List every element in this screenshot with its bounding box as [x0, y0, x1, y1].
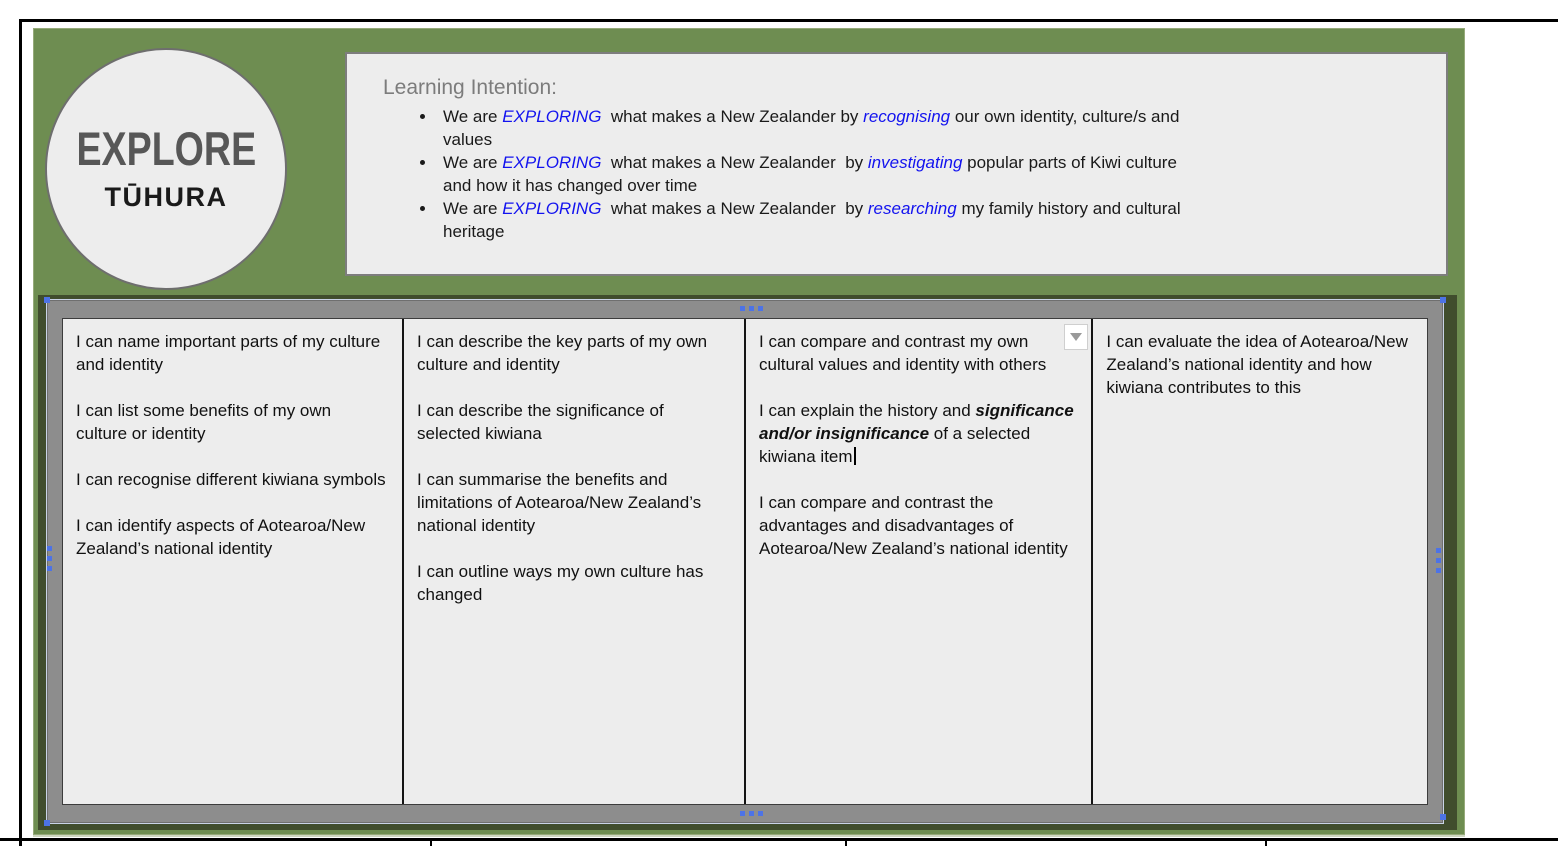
text-run: investigating — [867, 153, 963, 172]
learning-intention-bullet — [437, 197, 1197, 243]
cell-dropdown-button[interactable] — [1064, 324, 1088, 350]
text-run: I can describe the significance of selected kiwiana — [417, 401, 669, 443]
text-run: I can compare and contrast my own cultural values and identity with others — [759, 332, 1047, 374]
text-run: EXPLORING — [502, 107, 602, 126]
resize-handle-bottom-left[interactable] — [44, 820, 50, 826]
text-run: I can explain the history and — [759, 401, 976, 420]
text-run: significance and/or insignificance — [759, 401, 1079, 443]
table-cell-2[interactable] — [402, 319, 744, 804]
learning-intention-bullet — [437, 105, 1197, 151]
table-cell-1[interactable] — [63, 319, 402, 804]
learning-intention-bullet — [437, 151, 1197, 197]
badge-subtitle: TŪHURA — [104, 182, 228, 212]
text-run: I can describe the key parts of my own culture and identity — [417, 332, 712, 374]
text-run: popular parts of Kiwi culture and how it has changed over time — [443, 153, 1182, 195]
text-run: my family history and cultural heritage — [443, 199, 1186, 241]
can-statement — [76, 399, 386, 445]
resize-handle-top-left[interactable] — [44, 297, 50, 303]
doc-column-tick — [1265, 841, 1267, 846]
text-run: I can list some benefits of my own culture or identity — [76, 401, 336, 443]
text-run: what makes a New Zealander by — [601, 199, 868, 218]
badge-title: EXPLORE — [76, 122, 256, 175]
drag-handle-right[interactable] — [1436, 548, 1441, 573]
explore-badge — [45, 48, 287, 290]
table-cell-3[interactable] — [744, 319, 1091, 804]
text-run: EXPLORING — [502, 199, 602, 218]
can-statement — [76, 468, 386, 491]
text-run: I can recognise different kiwiana symbols — [76, 470, 386, 489]
resize-handle-bottom-right[interactable] — [1440, 814, 1446, 820]
drag-handle-bottom[interactable] — [740, 811, 763, 816]
text-run: I can compare and contrast the advantages and disadvantages of Aotearoa/New Zealand’s national identity — [759, 493, 1068, 558]
doc-column-tick — [430, 841, 432, 846]
can-statement — [417, 330, 728, 376]
text-run: EXPLORING — [502, 153, 602, 172]
chevron-down-icon — [1070, 333, 1082, 341]
text-run: what makes a New Zealander by — [601, 107, 864, 126]
resize-handle-top-right[interactable] — [1440, 297, 1446, 303]
text-run: of a selected kiwiana item — [759, 424, 1035, 466]
can-statement — [759, 399, 1079, 468]
can-statement — [417, 399, 728, 445]
drag-handle-left[interactable] — [47, 546, 52, 571]
text-run: We are — [443, 153, 503, 172]
drag-handle-top[interactable] — [740, 306, 763, 311]
learning-intention-heading: Learning Intention: — [383, 76, 557, 99]
text-run: recognising — [863, 107, 951, 126]
can-statement — [417, 560, 728, 606]
doc-border-top — [20, 19, 1558, 22]
text-run: We are — [443, 107, 503, 126]
text-cursor — [854, 447, 856, 465]
can-statement — [759, 491, 1075, 560]
learning-intention-box[interactable] — [345, 52, 1448, 276]
text-run: We are — [443, 199, 503, 218]
text-run: researching — [867, 199, 957, 218]
learning-intention-bullet-list — [383, 105, 1197, 243]
text-run: I can summarise the benefits and limitations of Aotearoa/New Zealand’s national identity — [417, 470, 706, 535]
doc-column-tick — [845, 841, 847, 846]
can-statement — [76, 330, 386, 376]
text-run: our own identity, culture/s and values — [443, 107, 1185, 149]
text-run: I can evaluate the idea of Aotearoa/New Zealand’s national identity and how kiwiana contributes to this — [1106, 332, 1413, 397]
can-statement — [417, 468, 728, 537]
text-run: I can outline ways my own culture has changed — [417, 562, 709, 604]
text-run: what makes a New Zealander by — [601, 153, 868, 172]
doc-border-bottom — [0, 838, 1558, 841]
can-statement — [1106, 330, 1411, 399]
can-statement — [76, 514, 386, 560]
can-statement — [759, 330, 1075, 376]
text-run: I can identify aspects of Aotearoa/New Zealand’s national identity — [76, 516, 370, 558]
doc-border-left — [19, 19, 22, 846]
table-cell-4[interactable] — [1091, 319, 1427, 804]
progress-table — [62, 318, 1428, 805]
text-run: I can name important parts of my culture and identity — [76, 332, 385, 374]
